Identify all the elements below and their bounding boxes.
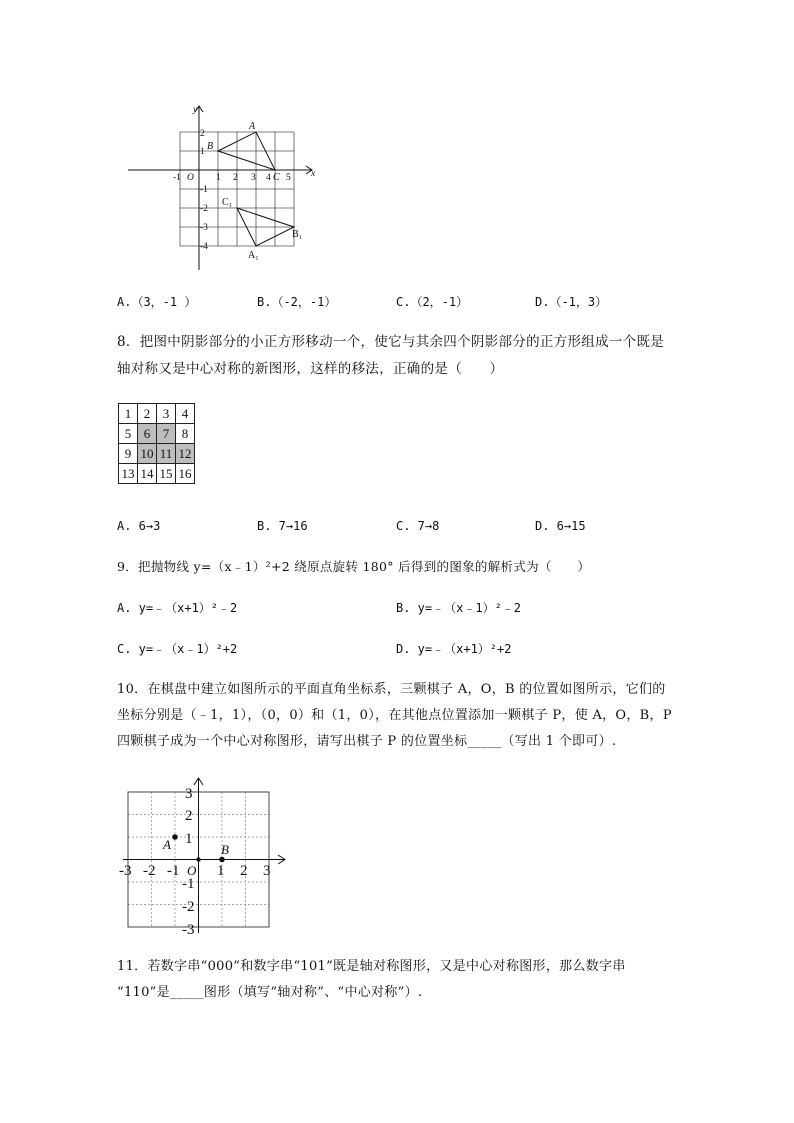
grid-cell: 9 — [119, 444, 138, 464]
q7-y-axis-label: y — [193, 105, 198, 115]
grid-cell: 15 — [157, 464, 176, 484]
q10-x-tick: -3 — [119, 863, 132, 879]
q11-stem-line1: 11．若数字串“000”和数字串“101”既是轴对称图形，又是中心对称图形，那么数字串 — [117, 959, 626, 974]
q10-x-tick: 2 — [240, 863, 248, 879]
piece-b — [219, 857, 225, 863]
q10-y-tick: 1 — [185, 831, 193, 847]
grid-cell: 2 — [138, 404, 157, 424]
q7-choice-b[interactable]: B.（-2，-1） — [257, 295, 337, 309]
q9-choice-b[interactable]: B. y=﹣（x﹣1）²﹣2 — [396, 601, 522, 615]
grid-cell-shaded: 10 — [138, 444, 157, 464]
q7-y-tick: -2 — [200, 204, 208, 214]
q8-choice-d[interactable]: D. 6→15 — [535, 519, 586, 533]
q10-y-tick: 2 — [185, 808, 193, 824]
q7-choice-a[interactable]: A.（3，-1 ） — [117, 295, 197, 309]
q10-stem-line3: 四颗棋子成为一个中心对称图形，请写出棋子 P 的位置坐标_____（写出 1 个即可）. — [117, 734, 617, 749]
point-a1-label: A₁ — [248, 250, 259, 261]
q9-choice-d[interactable]: D. y=﹣（x+1）²+2 — [396, 642, 512, 656]
q10-y-tick: 3 — [185, 786, 193, 802]
q7-grid — [180, 132, 294, 246]
grid-cell-shaded: 12 — [176, 444, 195, 464]
q7-x-tick: 3 — [251, 173, 256, 183]
grid-cell: 3 — [157, 404, 176, 424]
q10-axes — [123, 778, 285, 933]
q7-x-axis-label: x — [311, 169, 316, 179]
q7-y-tick: -3 — [200, 223, 208, 233]
q10-y-tick: -2 — [182, 899, 195, 915]
q7-choice-d[interactable]: D.（-1，3） — [535, 295, 608, 309]
q7-y-tick: 1 — [200, 147, 205, 157]
q7-origin-label: O — [187, 173, 194, 183]
grid-cell-shaded: 7 — [157, 424, 176, 444]
q7-x-tick: 4 — [266, 173, 271, 183]
q10-stem-line1: 10．在棋盘中建立如图所示的平面直角坐标系，三颗棋子 A，O，B 的位置如图所示，它们的 — [117, 682, 666, 697]
q8-choice-c[interactable]: C. 7→8 — [396, 519, 440, 533]
grid-cell: 5 — [119, 424, 138, 444]
q7-y-tick: 2 — [200, 129, 205, 139]
q10-x-tick: 1 — [217, 863, 225, 879]
point-c-label: C — [273, 172, 280, 183]
q7-coordinate-figure — [120, 100, 330, 275]
q10-origin-label: O — [187, 863, 197, 878]
point-b-label: B — [207, 141, 214, 152]
q8-stem-line1: 8．把图中阴影部分的小正方形移动一个，使它与其余四个阴影部分的正方形组成一个既是 — [117, 334, 665, 350]
piece-a — [172, 834, 178, 840]
q7-x-tick: 2 — [233, 173, 238, 183]
q8-choice-b[interactable]: B. 7→16 — [257, 519, 308, 533]
q11-stem-line2: “110”是_____图形（填写“轴对称”、“中心对称”）. — [117, 985, 423, 1000]
q10-y-tick: -3 — [182, 922, 195, 938]
q7-x-tick: 1 — [216, 173, 221, 183]
q10-x-tick: -1 — [167, 863, 180, 879]
q7-choice-c[interactable]: C.（2，-1） — [396, 295, 469, 309]
grid-cell-shaded: 11 — [157, 444, 176, 464]
q7-x-tick: 5 — [286, 173, 291, 183]
grid-cell: 14 — [138, 464, 157, 484]
q10-y-tick: -1 — [182, 876, 195, 892]
point-b1-label: B₁ — [292, 229, 303, 240]
grid-cell: 8 — [176, 424, 195, 444]
piece-a-label: A — [163, 837, 171, 852]
q10-x-tick: -2 — [143, 863, 156, 879]
q8-choice-a[interactable]: A. 6→3 — [117, 519, 161, 533]
q10-x-tick: 3 — [263, 863, 271, 879]
q8-number-grid — [118, 403, 195, 484]
grid-cell: 16 — [176, 464, 195, 484]
point-a-label: A — [249, 121, 256, 132]
q7-x-tick: -1 — [173, 173, 181, 183]
piece-o — [196, 857, 200, 861]
q7-y-tick: -1 — [200, 185, 208, 195]
grid-cell: 1 — [119, 404, 138, 424]
q9-choice-a[interactable]: A. y=﹣（x+1）²﹣2 — [117, 601, 238, 615]
q7-axes — [128, 106, 312, 270]
q9-choice-c[interactable]: C. y=﹣（x﹣1）²+2 — [117, 642, 238, 656]
grid-cell: 13 — [119, 464, 138, 484]
q8-stem-line2: 轴对称又是中心对称的新图形，这样的移法，正确的是（ ） — [117, 361, 504, 377]
grid-cell-shaded: 6 — [138, 424, 157, 444]
q9-stem: 9．把抛物线 y=（x﹣1）²+2 绕原点旋转 180° 后得到的图象的解析式为（ ） — [117, 559, 591, 574]
point-c1-label: C₁ — [222, 197, 233, 208]
q10-chessboard-figure — [115, 775, 295, 940]
grid-cell: 4 — [176, 404, 195, 424]
q10-stem-line2: 坐标分别是（﹣1，1），（0，0）和（1，0），在其他点位置添加一颗棋子 P，使 A，O，B，P — [117, 708, 672, 723]
piece-b-label: B — [221, 842, 229, 857]
q7-y-tick: -4 — [200, 242, 208, 252]
